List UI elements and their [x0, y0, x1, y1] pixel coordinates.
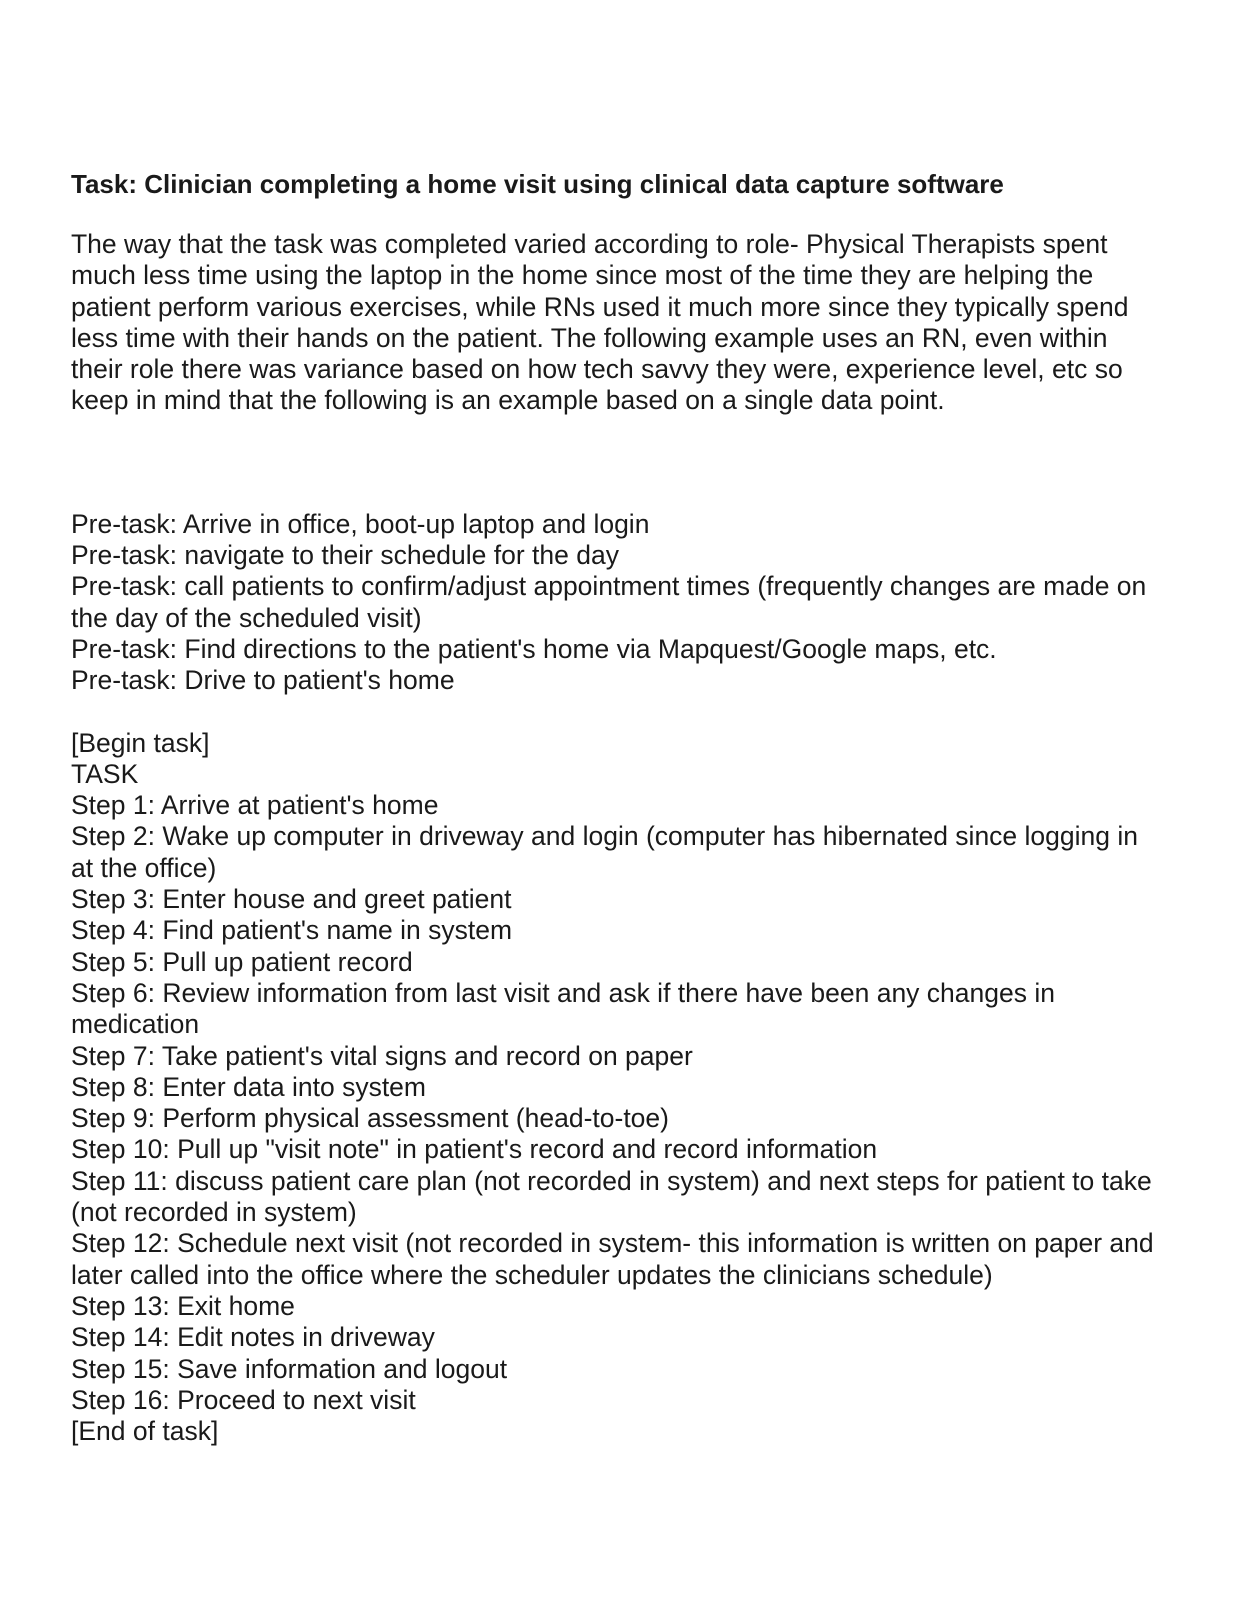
- begin-task-marker: [Begin task]: [71, 727, 210, 758]
- pre-task-item: Pre-task: navigate to their schedule for the day: [71, 540, 619, 571]
- task-step-list: [71, 728, 1161, 1448]
- step-item: Step 13: Exit home: [71, 1290, 295, 1321]
- step-item: Step 1: Arrive at patient's home: [71, 790, 439, 821]
- step-item: Step 5: Pull up patient record: [71, 946, 413, 977]
- pre-task-list: [71, 509, 1161, 697]
- step-item: Step 2: Wake up computer in driveway and login (computer has hibernated since logging in at the office): [71, 821, 1138, 883]
- step-item: Step 6: Review information from last visit and ask if there have been any changes in medication: [71, 977, 1055, 1040]
- step-item: Step 9: Perform physical assessment (head-to-toe): [71, 1103, 669, 1134]
- pre-task-item: Pre-task: Drive to patient's home: [71, 665, 455, 696]
- pre-task-item: Pre-task: Arrive in office, boot-up laptop and login: [71, 508, 650, 539]
- step-item: Step 16: Proceed to next visit: [71, 1384, 416, 1415]
- step-item: Step 8: Enter data into system: [71, 1071, 426, 1102]
- step-item: Step 3: Enter house and greet patient: [71, 884, 512, 915]
- document-body: [71, 167, 1161, 1447]
- intro-paragraph: The way that the task was completed varied according to role- Physical Therapists spent much less time using the laptop in the home since most of the time they are helping the patient perform various exercises, while RNs used it much more since they typically spend less time with their hands on the patient. The following example uses an RN, even within their role there was variance based on how tech savvy they were, experience level, etc so keep in mind that the following is an example based on a single data point.: [71, 229, 1129, 416]
- step-item: Step 14: Edit notes in driveway: [71, 1322, 435, 1353]
- task-heading: TASK: [71, 758, 139, 789]
- end-task-marker: [End of task]: [71, 1416, 219, 1447]
- document-title: Task: Clinician completing a home visit using clinical data capture software: [71, 169, 1004, 199]
- step-item: Step 10: Pull up "visit note" in patient's record and record information: [71, 1134, 878, 1165]
- pre-task-item: Pre-task: Find directions to the patient's home via Mapquest/Google maps, etc.: [71, 633, 997, 664]
- step-item: Step 11: discuss patient care plan (not recorded in system) and next steps for patient to take (not recorded in system): [71, 1165, 1152, 1228]
- step-item: Step 7: Take patient's vital signs and record on paper: [71, 1040, 693, 1071]
- step-item: Step 15: Save information and logout: [71, 1353, 508, 1384]
- step-item: Step 4: Find patient's name in system: [71, 915, 513, 946]
- pre-task-item: Pre-task: call patients to confirm/adjust appointment times (frequently changes are made on the day of the scheduled visit): [71, 571, 1147, 633]
- step-item: Step 12: Schedule next visit (not recorded in system- this information is written on paper and later called into the office where the scheduler updates the clinicians schedule): [71, 1228, 1154, 1290]
